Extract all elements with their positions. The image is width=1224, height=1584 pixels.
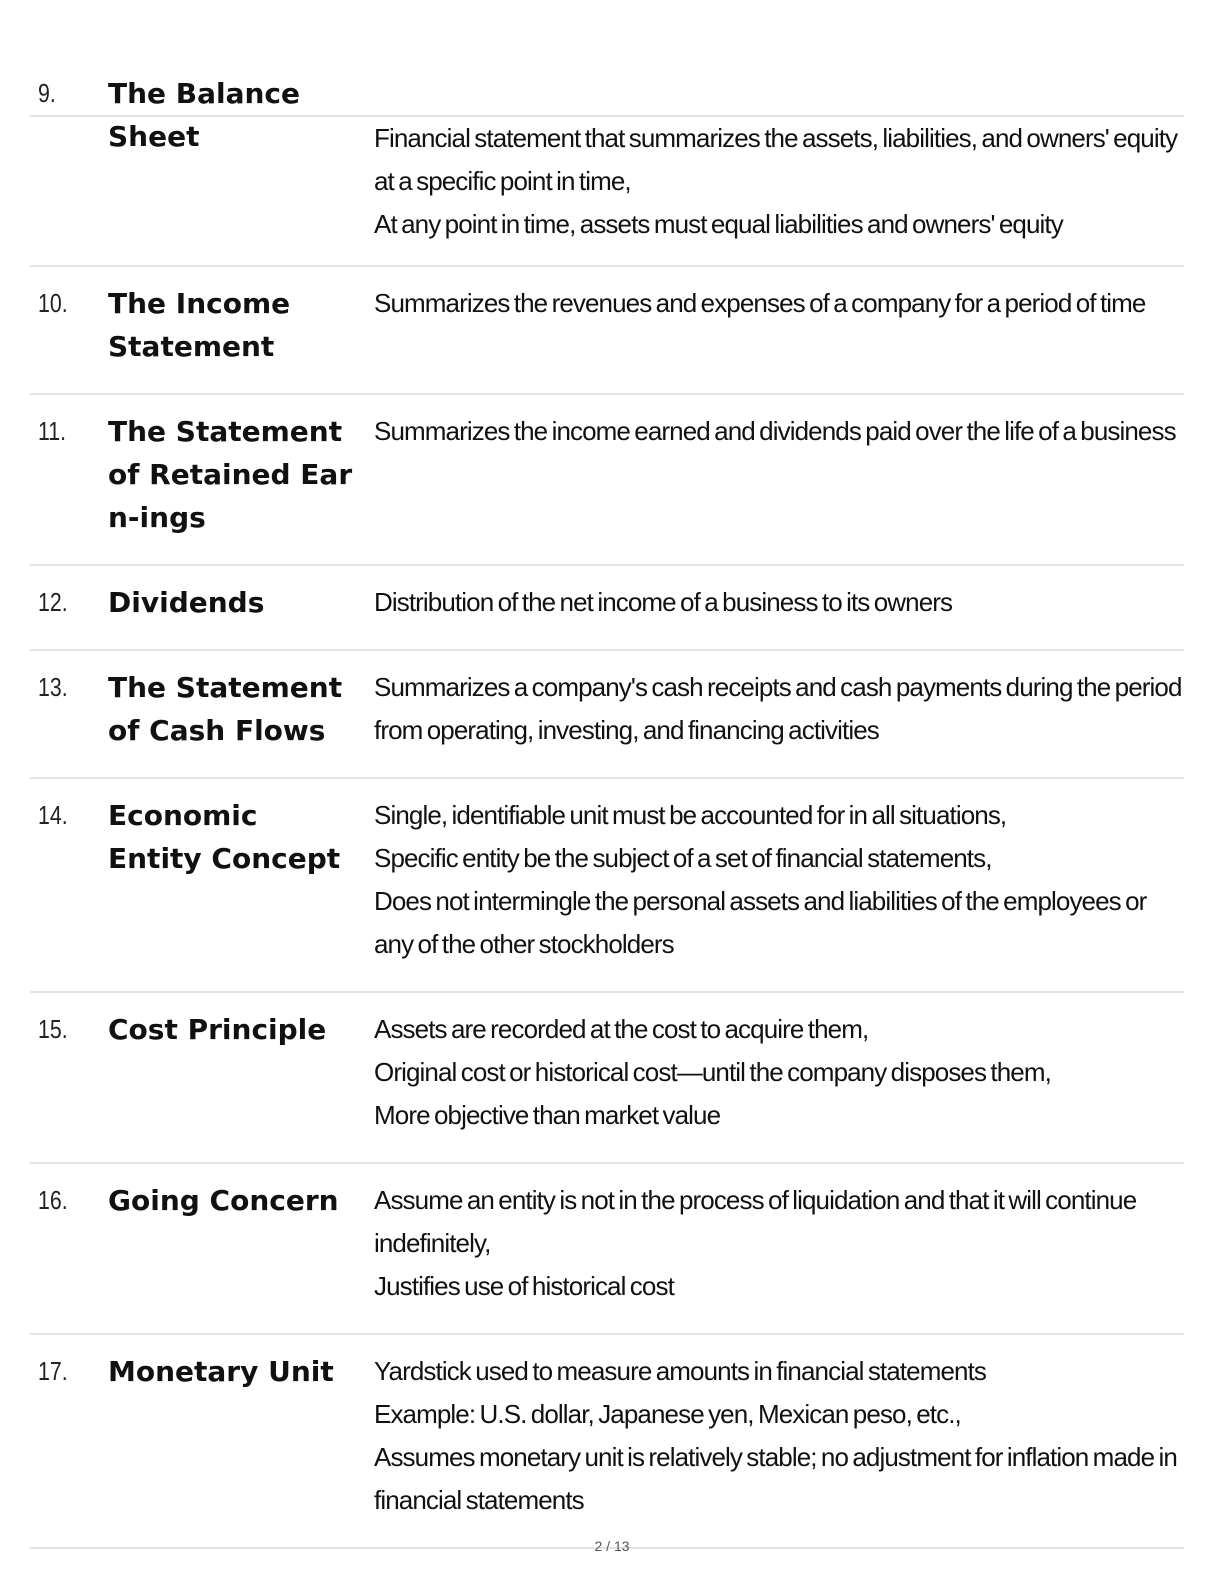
term-definition	[374, 410, 1184, 453]
definition-line: Justifies use of historical cost	[374, 1271, 674, 1301]
term-title: Monetary Unit	[108, 1355, 334, 1388]
definition-line: Assume an entity is not in the process of liquidation and that it will continue indefinitely,	[374, 1185, 1137, 1258]
term-title: Cost Principle	[108, 1013, 327, 1046]
term-definition	[374, 1350, 1184, 1522]
term-definition	[374, 581, 1184, 624]
definition-line: Assumes monetary unit is relatively stable; no adjustment for inflation made in financial statements	[374, 1442, 1177, 1515]
term-card	[30, 993, 1184, 1164]
term-title: Going Concern	[108, 1184, 339, 1217]
term-title: Dividends	[108, 586, 265, 619]
definition-line: Original cost or historical cost—until the company disposes them,	[374, 1057, 1051, 1087]
term-number: 16.	[38, 1185, 68, 1215]
term-card	[30, 395, 1184, 566]
term-card	[30, 566, 1184, 651]
term-card	[30, 1164, 1184, 1335]
term-definition	[374, 282, 1184, 325]
definition-line: Example: U.S. dollar, Japanese yen, Mexican peso, etc.,	[374, 1399, 961, 1429]
term-title: The Statement of Cash Flows	[108, 671, 343, 747]
term-number: 10.	[38, 288, 68, 318]
definition-line: Financial statement that summarizes the assets, liabilities, and owners' equity at a specific point in time,	[374, 123, 1178, 196]
term-definition	[374, 1008, 1184, 1137]
definition-line: At any point in time, assets must equal liabilities and owners' equity	[374, 209, 1063, 239]
definition-line: Summarizes a company's cash receipts and cash payments during the period from operating, investing, and financing activities	[374, 672, 1182, 745]
term-card	[30, 1335, 1184, 1549]
term-card	[30, 267, 1184, 395]
term-title-text: The Balance Sheet	[108, 77, 301, 153]
term-card	[30, 72, 1184, 267]
term-number: 15.	[38, 1014, 68, 1044]
definition-line: Summarizes the revenues and expenses of a company for a period of time	[374, 288, 1146, 318]
definition-line: Specific entity be the subject of a set of financial statements,	[374, 843, 992, 873]
definition-line: More objective than market value	[374, 1100, 721, 1130]
flashcard-list	[30, 72, 1184, 1549]
page-indicator: 2 / 13	[594, 1538, 630, 1554]
definition-line: Distribution of the net income of a business to its owners	[374, 587, 953, 617]
term-definition	[374, 794, 1184, 966]
term-definition	[374, 666, 1184, 752]
definition-line: Does not intermingle the personal assets and liabilities of the employees or any of the other stockholders	[374, 886, 1147, 959]
definition-line: Summarizes the income earned and dividends paid over the life of a business	[374, 416, 1176, 446]
term-definition	[374, 117, 1184, 246]
term-title: The Income Statement	[108, 287, 291, 363]
term-definition	[374, 1179, 1184, 1308]
term-number: 12.	[38, 587, 68, 617]
term-number: 14.	[38, 800, 68, 830]
definition-line: Yardstick used to measure amounts in financial statements	[374, 1356, 986, 1386]
term-number: 11.	[38, 416, 67, 446]
term-number: 17.	[38, 1356, 68, 1386]
term-title: The Statement of Retained Earn-ings	[108, 415, 353, 534]
definition-line: Single, identifiable unit must be accounted for in all situations,	[374, 800, 1007, 830]
term-title: Economic Entity Concept	[108, 799, 341, 875]
term-card	[30, 651, 1184, 779]
definition-line: Assets are recorded at the cost to acquire them,	[374, 1014, 869, 1044]
term-card	[30, 779, 1184, 993]
term-number: 13.	[38, 672, 68, 702]
term-number: 9.	[38, 78, 56, 108]
